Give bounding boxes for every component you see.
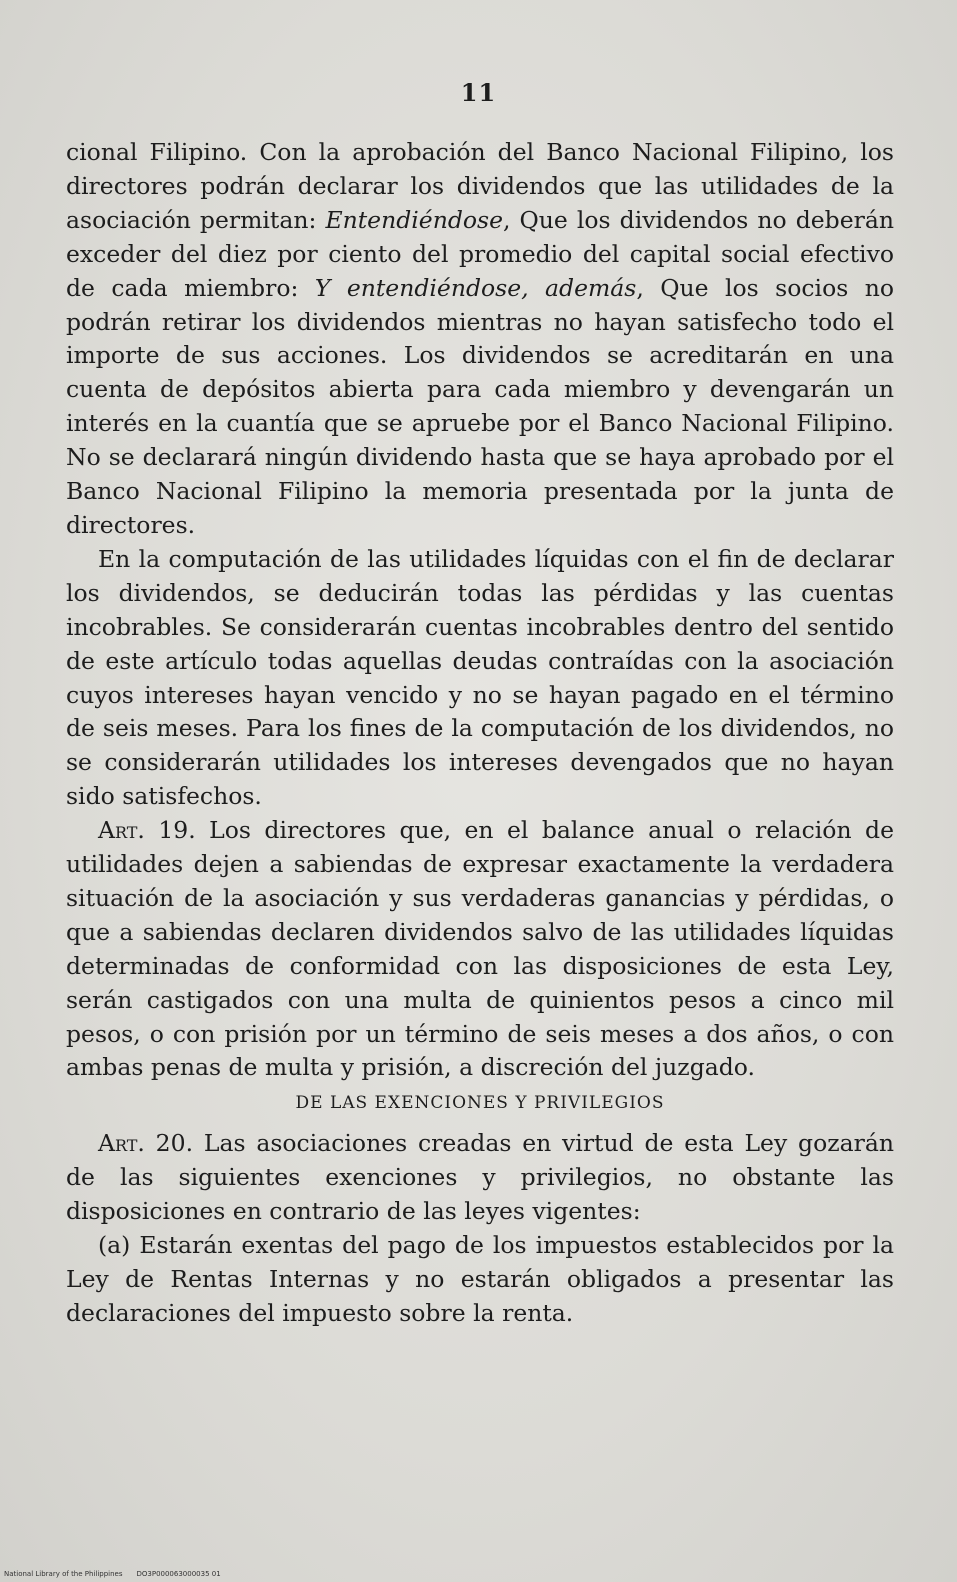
footer-code: DO3P000063000035 01 — [136, 1570, 221, 1578]
footer-library: National Library of the Philippines — [4, 1570, 123, 1578]
article-20 — [66, 1127, 894, 1229]
scan-footer — [4, 1570, 221, 1578]
paragraph-1-part-3: , Que los socios no podrán retirar los dividendos mientras no hayan satisfecho todo el importe de sus acciones. Los dividendos se acreditarán en una cuenta de depósitos abierta para cada miembro y devengarán un interés en la cuantía que se apruebe por el Banco Nacional Filipino. No se declarará ningún dividendo hasta que se haya aprobado por el Banco Nacional Filipino la memoria presentada por la junta de directores. — [66, 273, 895, 539]
article-19-text: Los directores que, en el balance anual o relación de utilidades dejen a sabiendas de expresar exactamente la verdadera situación de la asociación y sus verdaderas ganancias y pérdidas, o que a sabiendas declaren dividendos salvo de las utilidades líquidas determinadas de conformidad con las disposiciones de esta Ley, serán castigados con una multa de quinientos pesos a cinco mil pesos, o con prisión por un término de seis meses a dos años, o con ambas penas de multa y prisión, a discreción del juzgado. — [66, 816, 894, 1082]
paragraph-2: En la computación de las utilidades líquidas con el fin de declarar los dividendos, se deducirán todas las pérdidas y las cuentas incobrables. Se considerarán cuentas incobrables dentro del sentido de este artículo todas aquellas deudas contraídas con la asociación cuyos intereses hayan vencido y no se hayan pagado en el término de seis meses. Para los fines de la computación de los dividendos, no se considerarán utilidades los intereses devengados que no hayan sido satisfechos. — [66, 544, 894, 811]
paragraph-1-part-1: cional Filipino. Con la aprobación del Banco Nacional Filipino, los directores podrán declarar los dividendos que las utilidades de la asociación permitan: — [66, 138, 894, 234]
body-text — [66, 136, 894, 1331]
section-heading: DE LAS EXENCIONES Y PRIVILEGIOS — [295, 1093, 665, 1114]
clause-a — [66, 1229, 894, 1331]
paragraph-1 — [66, 136, 894, 543]
article-19-label: Art. 19. — [98, 816, 196, 845]
paragraph-1-emphasis-2: Y entendiéndose, además — [314, 273, 637, 302]
article-20-text: Las asociaciones creadas en virtud de esta Ley gozarán de las siguientes exenciones y privilegios, no obstante las disposiciones en contrario de las leyes vigentes: — [66, 1129, 894, 1226]
page-number: 11 — [460, 78, 497, 107]
article-19 — [66, 814, 894, 1085]
clause-a-text: Estarán exentas del pago de los impuestos establecidos por la Ley de Rentas Internas y no estarán obligados a presentar las declaraciones del impuesto sobre la renta. — [66, 1231, 894, 1327]
paragraph-1-emphasis-1: Entendiéndose — [325, 205, 503, 234]
clause-a-label: (a) — [98, 1231, 131, 1259]
article-20-label: Art. 20. — [98, 1129, 194, 1158]
paragraph-1-part-2: , Que los dividendos no deberán exceder del diez por ciento del promedio del capital social efectivo de cada miembro: — [66, 205, 894, 302]
